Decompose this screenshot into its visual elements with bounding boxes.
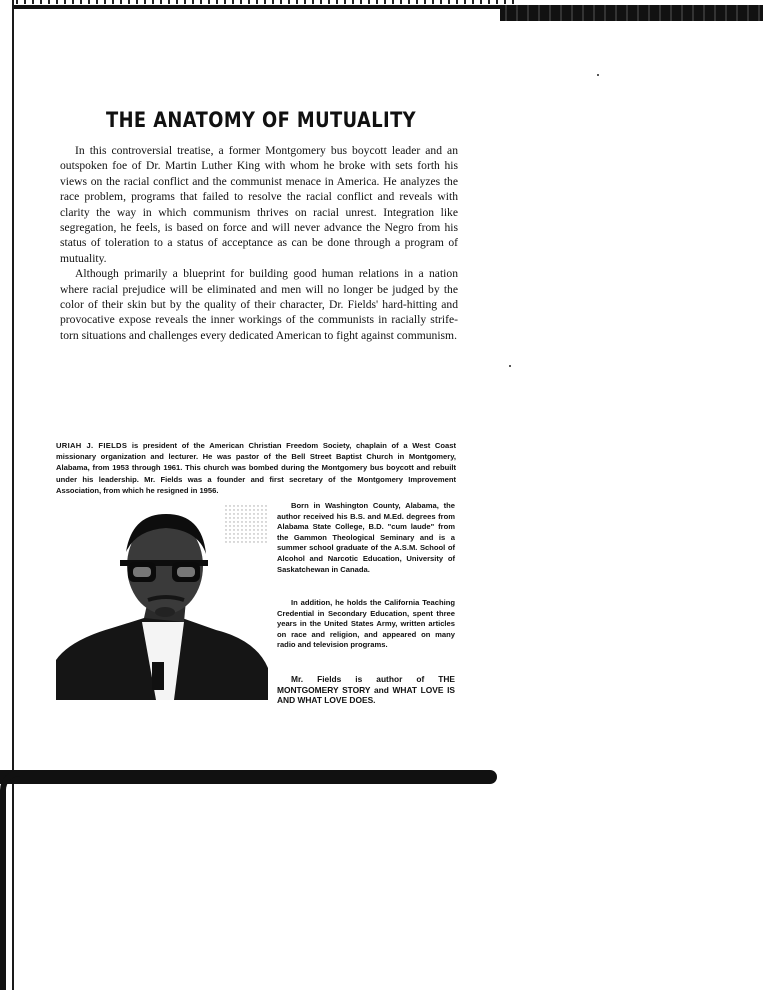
author-portrait (56, 500, 270, 700)
page-fold-rule (0, 770, 497, 784)
page-title: THE ANATOMY OF MUTUALITY (105, 108, 417, 133)
bio-books-text: Mr. Fields is author of THE MONTGOMERY STORY and WHAT LOVE IS AND WHAT LOVE DOES. (277, 674, 455, 706)
scan-top-band (500, 5, 763, 21)
intro-text (60, 143, 458, 343)
bio-education (277, 501, 455, 575)
bio-education-text: Born in Washington County, Alabama, the author received his B.S. and M.Ed. degrees from Alabama State College, B.D. "cum laude" from the Gammon Theological Seminary and is a summer school graduate of the A.S.M. School of Alcohol and Narcotic Education, University of Saskatchewan in Canada. (277, 501, 455, 574)
bio-career (277, 598, 455, 651)
bio-books (277, 674, 455, 706)
scan-speck (509, 365, 511, 367)
scan-speck (597, 74, 599, 76)
scan-top-edge (0, 0, 763, 22)
page-fold-curve (0, 770, 22, 990)
author-name: URIAH J. FIELDS (56, 441, 128, 450)
bio-career-text: In addition, he holds the California Teaching Credential in Secondary Education, spent three years in the United States Army, written articles on race and religion, and appeared on many radio and television programs. (277, 598, 455, 650)
scan-dash-line (0, 0, 520, 4)
bio-lead-text: is president of the American Christian Freedom Society, chaplain of a West Coast missionary organization and lecturer. He was pastor of the Bell Street Baptist Church in Montgomery, Alabama, from 1953 through 1961. This church was bombed during the Montgomery bus boycott and rebuilt under his leadership. Mr. Fields was a founder and first secretary of the Montgomery Improvement Association, from which he resigned in 1956. (56, 441, 456, 495)
bio-lead-paragraph (56, 440, 456, 496)
intro-paragraph: Although primarily a blueprint for building good human relations in a nation where racial prejudice will be eliminated and men will no longer be judged by the color of their skin but by the quality of their character, Dr. Fields' hard-hitting and provocative expose reveals the inner workings of the communists in racially strife-torn situations and challenges every dedicated American to fight against communism. (60, 267, 458, 342)
intro-paragraph: In this controversial treatise, a former Montgomery bus boycott leader and an outspoken foe of Dr. Martin Luther King with whom he broke with sets forth his views on the racial conflict and the communist menace in America. He analyzes the race problem, programs that failed to resolve the racial conflict and reveals with clarity the way in which communism thrives on racial unrest. Integration like segregation, he feels, is based on force and will never advance the Negro from his status of toleration to a status of acceptance as can be done through a program of mutuality. (60, 144, 458, 265)
